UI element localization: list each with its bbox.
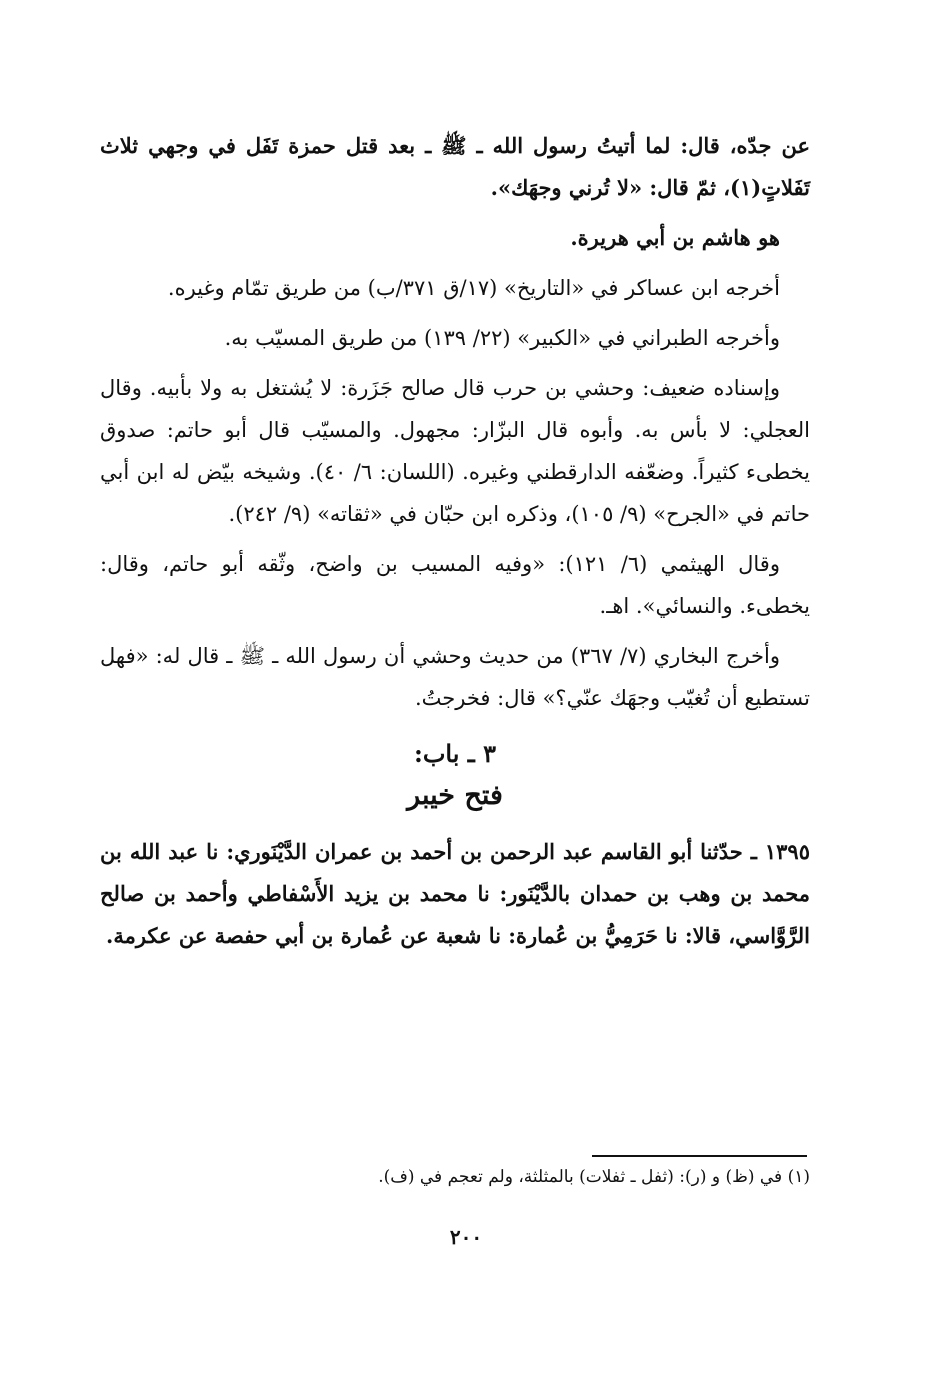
chapter-title: فتح خيبر: [407, 780, 503, 811]
commentary-paragraph: وأخرج البخاري (٧/ ٣٦٧) من حديث وحشي أن رسول الله ـ ﷺ ـ قال له: «فهل تستطيع أن تُغيّب وجهَك عنّي؟» قال: فخرجتُ.: [100, 644, 810, 710]
narrator-note: هو هاشم بن أبي هريرة.: [570, 225, 780, 250]
commentary-paragraph: وأخرجه الطبراني في «الكبير» (٢٢/ ١٣٩) من طريق المسيّب به.: [224, 326, 780, 350]
chapter-number: ٣ ـ باب:: [413, 739, 497, 768]
footnote: (١) في (ظ) و (ر): (ثفل ـ ثفلات) بالمثلثة، ولم تعجم في (ف).: [378, 1167, 810, 1187]
commentary-paragraph: أخرجه ابن عساكر في «التاريخ» (١٧/ق ٣٧١/ب) من طريق تمّام وغيره.: [167, 276, 780, 300]
hadith-text-continued: عن جدّه، قال: لما أتيتُ رسول الله ـ ﷺ ـ بعد قتل حمزة تَفَل في وجهي ثلاث تَفَلاتٍ(١)، ثمّ قال: «لا تُرني وجهَك».: [100, 133, 810, 200]
page-body: [100, 125, 810, 965]
page-number: ٢٠٠: [449, 1225, 483, 1249]
hadith-isnad: ١٣٩٥ ـ حدّثنا أبو القاسم عبد الرحمن بن أحمد بن عمران الدَّيْنَوري: نا عبد الله بن محمد بن وهب بن حمدان بالدَّيْنَور: نا محمد بن يزيد الأَسْفاطي وأحمد بن صالح الرَّوَّاسي، قالا: نا حَرَمِيُّ بن عُمارة: نا شعبة عن عُمارة بن أبي حفصة عن عكرمة.: [100, 839, 810, 948]
footnote-separator: [592, 1155, 807, 1157]
commentary-paragraph: وقال الهيثمي (٦/ ١٢١): «وفيه المسيب بن واضح، وثّقه أبو حاتم، وقال: يخطىء. والنسائي». اهـ.: [100, 552, 810, 618]
commentary-paragraph: وإسناده ضعيف: وحشي بن حرب قال صالح جَزَرة: لا يُشتغل به ولا بأبيه. وقال العجلي: لا بأس به. وأبوه قال البزّار: مجهول. والمسيّب قال أبو حاتم: صدوق يخطىء كثيراً. وضعّفه الدارقطني وغيره. (اللسان: ٦/ ٤٠). وشيخه بيّض له ابن أبي حاتم في «الجرح» (٩/ ١٠٥)، وذكره ابن حبّان في «ثقاته» (٩/ ٢٤٢).: [100, 376, 810, 526]
